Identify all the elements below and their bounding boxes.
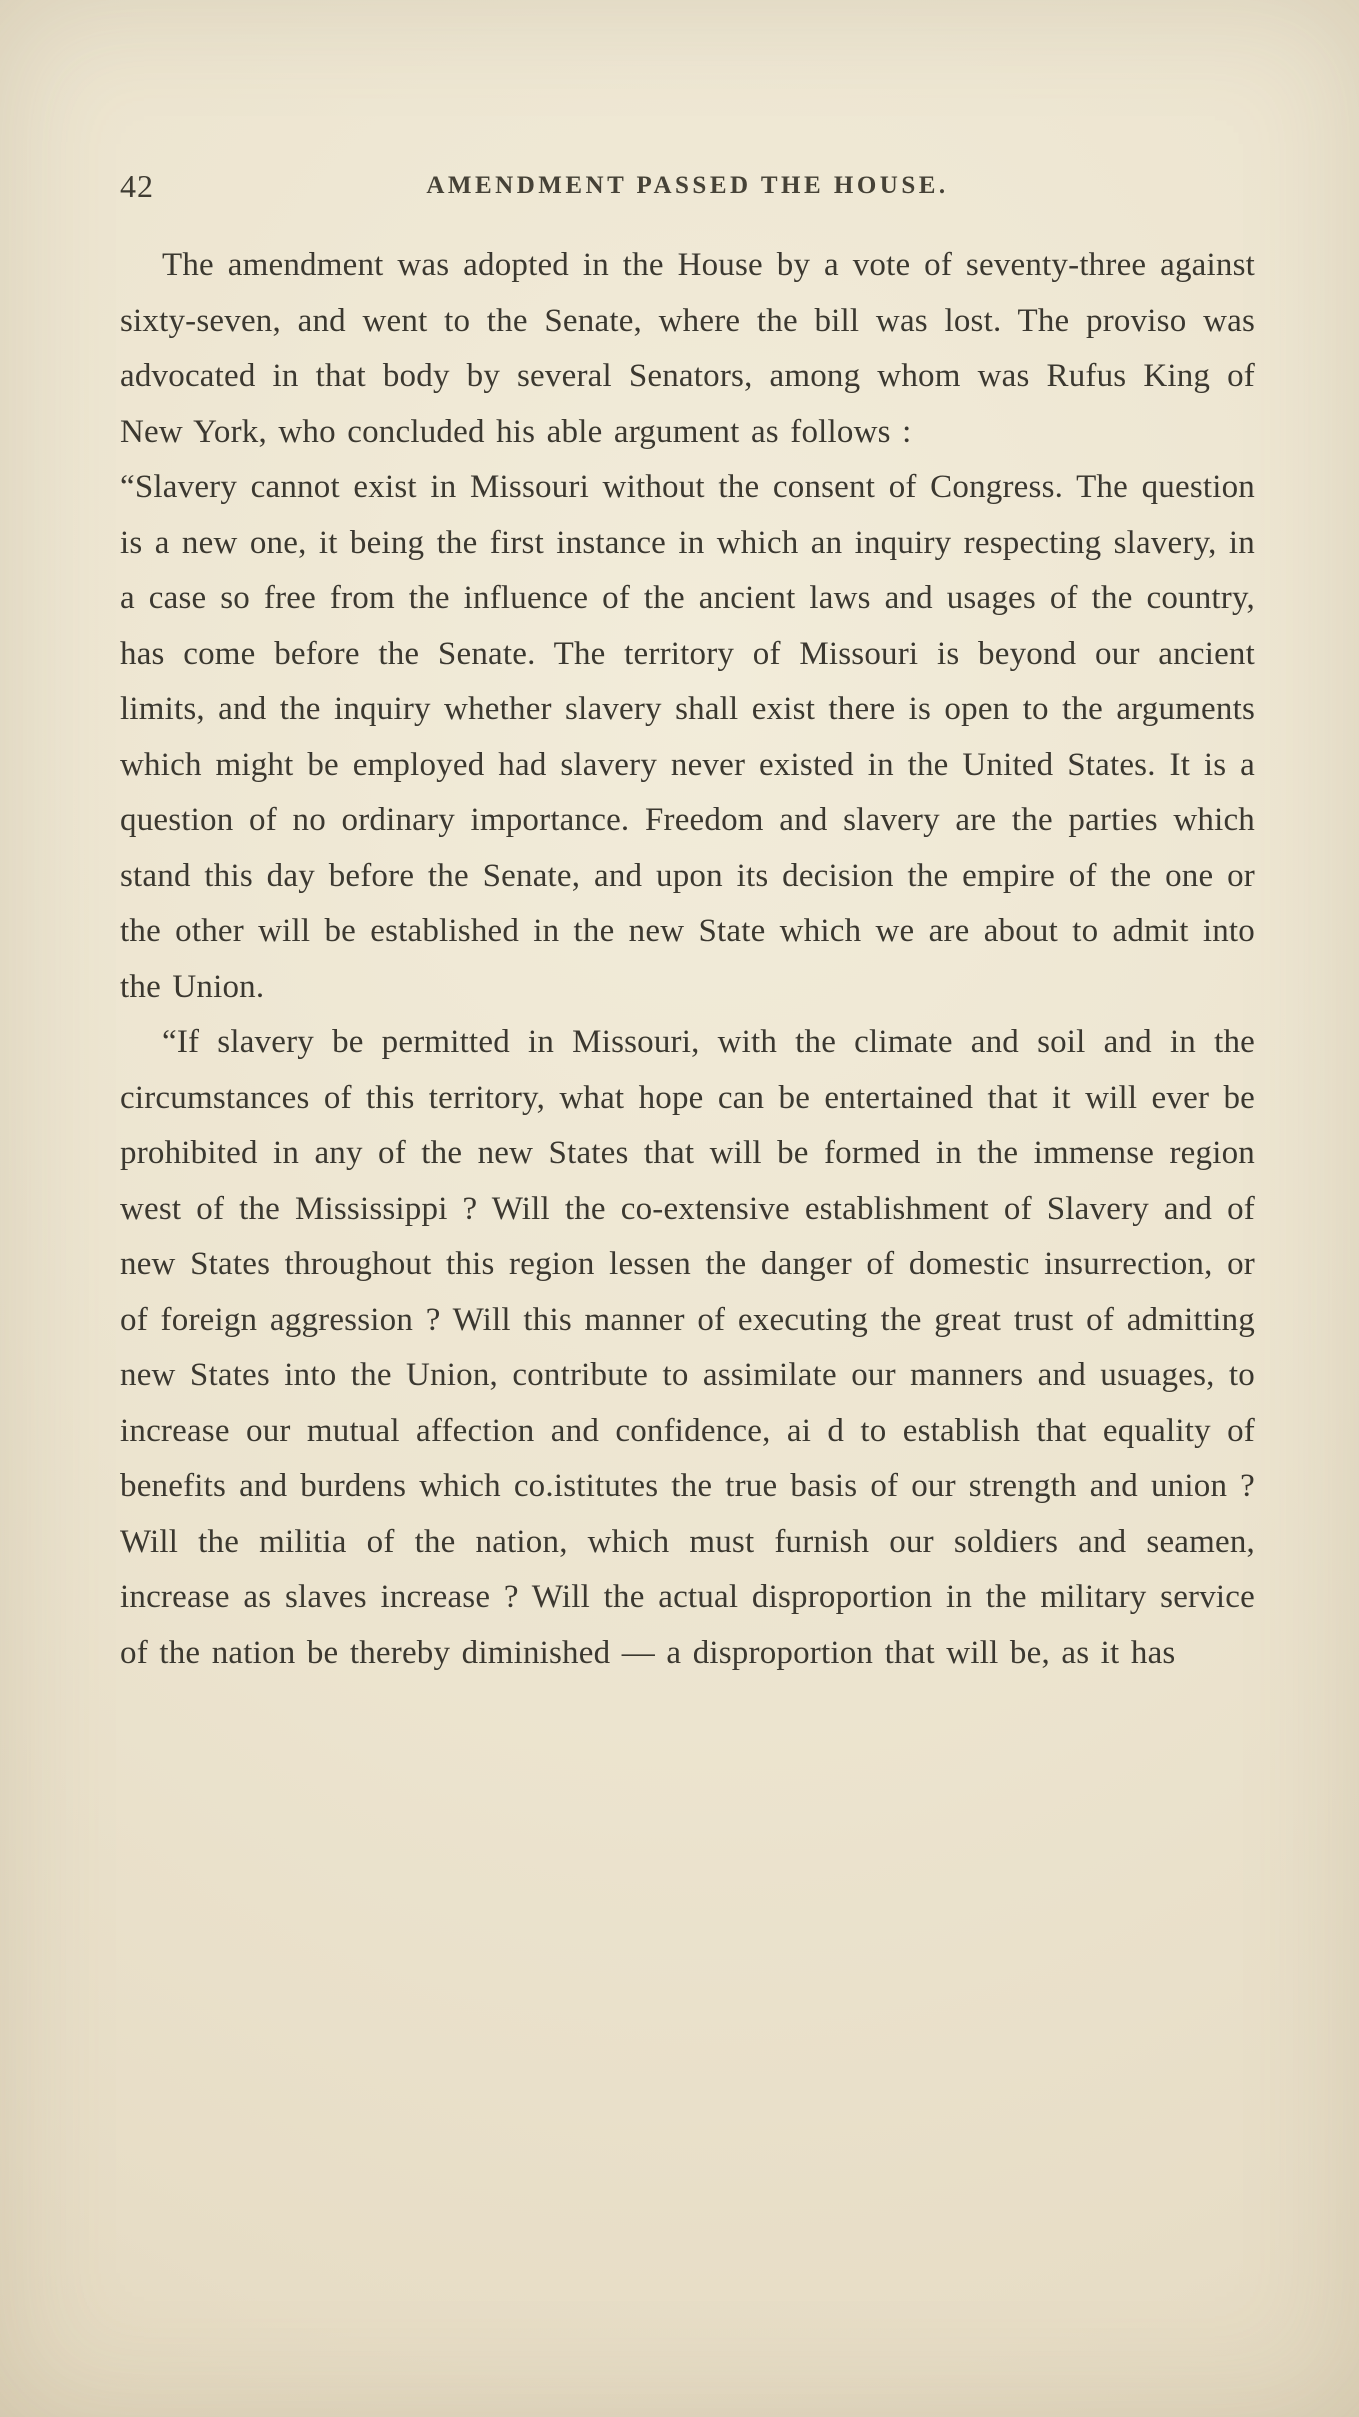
- page-body: [120, 238, 1255, 1681]
- page-header: [120, 164, 1255, 208]
- body-paragraph: “Slavery cannot exist in Missouri without the consent of Congress. The question is a new one, it being the first instance in which an inquiry respecting slavery, in a case so free from the influence of the ancient laws and usages of the country, has come before the Senate. The territory of Missouri is beyond our ancient limits, and the inquiry whether slavery shall exist there is open to the arguments which might be employed had slavery never existed in the United States. It is a question of no ordinary importance. Freedom and slavery are the parties which stand this day before the Senate, and upon its decision the empire of the one or the other will be established in the new State which we are about to admit into the Union.: [120, 469, 1255, 1005]
- running-header: AMENDMENT PASSED THE HOUSE.: [426, 172, 949, 199]
- body-paragraph: “If slavery be permitted in Missouri, with the climate and soil and in the circumstances of this territory, what hope can be entertained that it will ever be prohibited in any of the new States that will be formed in the immense region west of the Mississippi ? Will the co-extensive establishment of Slavery and of new States throughout this region lessen the danger of domestic insurrection, or of foreign aggression ? Will this manner of executing the great trust of admitting new States into the Union, contribute to assimilate our manners and usuages, to increase our mutual affection and confidence, ai d to establish that equality of benefits and burdens which co.istitutes the true basis of our strength and union ? Will the militia of the nation, which must furnish our soldiers and seamen, increase as slaves increase ? Will the actual disproportion in the military service of the nation be thereby diminished — a disproportion that will be, as it has: [120, 1024, 1255, 1671]
- body-paragraph: The amendment was adopted in the House by a vote of seventy-three against sixty-seven, and went to the Senate, where the bill was lost. The proviso was advocated in that body by several Senators, among whom was Rufus King of New York, who concluded his able argument as follows :: [120, 247, 1255, 450]
- page-number: 42: [120, 168, 154, 204]
